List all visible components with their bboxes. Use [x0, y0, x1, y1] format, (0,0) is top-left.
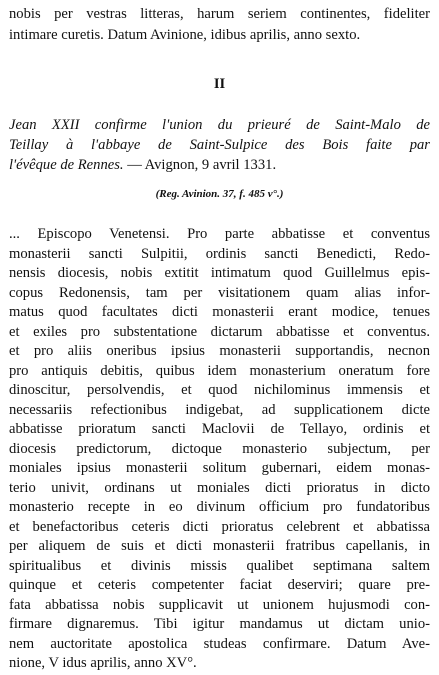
source-reference: (Reg. Avinion. 37, f. 485 v°.) [155, 188, 284, 200]
body-line: et pro aliis oneribus ipsius monasterii supportandis, necnon [9, 343, 430, 359]
body-line: matus quod facultates dicti monasterii erant modice, tenues [9, 304, 430, 320]
body-line: diocesis predictorum, dictoque monasterio subjectum, per [9, 440, 430, 457]
body-line: per aliquem de suis et dicti monasterii fratribus capellanis, in [9, 538, 430, 554]
prev-text-line: nobis per vestras litteras, harum seriem continentes, fideliter [9, 6, 430, 22]
summary-line: Jean XXII confirme l'union du prieuré de Saint-Malo de [9, 117, 430, 133]
body-line: copus Redonensis, tam per visitationem quam alias infor- [9, 284, 430, 301]
summary-line [9, 157, 430, 174]
body-line: et benefactoribus ceteris dicti prioratus celebrent et abbatissa [9, 518, 430, 535]
summary-line: Teillay à l'abbaye de Saint-Sulpice des Bois faite par [9, 137, 430, 153]
summary-italic: l'évêque de Rennes. [9, 157, 124, 173]
body-line: monasterii sancti Sulpitii, ordinis sancti Benedicti, Redo- [9, 245, 430, 262]
body-line: necessariis refectionibus indigebat, ad supplicationem dicte [9, 401, 430, 418]
body-line: nem auctoritate apostolica studeas confirmare. Datum Ave- [9, 635, 430, 652]
body-line: terio univit, ordinans ut moniales dicti prioratus in dicto [9, 479, 430, 496]
section-number: II [213, 76, 226, 92]
body-line: nensis diocesis, nobis extitit intimatum quod Guillelmus epis- [9, 265, 430, 281]
body-line: et exiles pro substentatione dictarum abbatisse et conventus. [9, 323, 430, 340]
body-line: abbatisse prioratum sancti Maclovii de Tellayo, ordinis et [9, 421, 430, 437]
body-line: dinoscitur, persolvendis, et quod nichilominus immensis et [9, 382, 430, 398]
body-line: spiritualibus et divinis missis qualibet septimana saltem [9, 557, 430, 574]
body-line: ... Episcopo Venetensi. Pro parte abbatisse et conventus [9, 226, 430, 242]
body-line: monasterio recepte in eo divinum officium pro fundatoribus [9, 499, 430, 515]
summary-date: — Avignon, 9 avril 1331. [123, 157, 277, 173]
body-line: pro antiquis debitis, quibus idem monasterium oneratum fore [9, 362, 430, 379]
body-line: fata abbatissa nobis supplicavit ut unionem hujusmodi con- [9, 596, 430, 613]
prev-text-line: intimare curetis. Datum Avinione, idibus aprilis, anno sexto. [9, 27, 361, 43]
body-line: nione, V idus aprilis, anno XV°. [9, 655, 197, 671]
body-line: firmare dignaremus. Tibi igitur mandamus ut dictam unio- [9, 616, 430, 632]
body-line: moniales ipsius monasterii solitum gubernari, eidem monas- [9, 460, 430, 476]
body-line: quinque et ceteris competenter faciat deserviri; quare pre- [9, 577, 430, 593]
